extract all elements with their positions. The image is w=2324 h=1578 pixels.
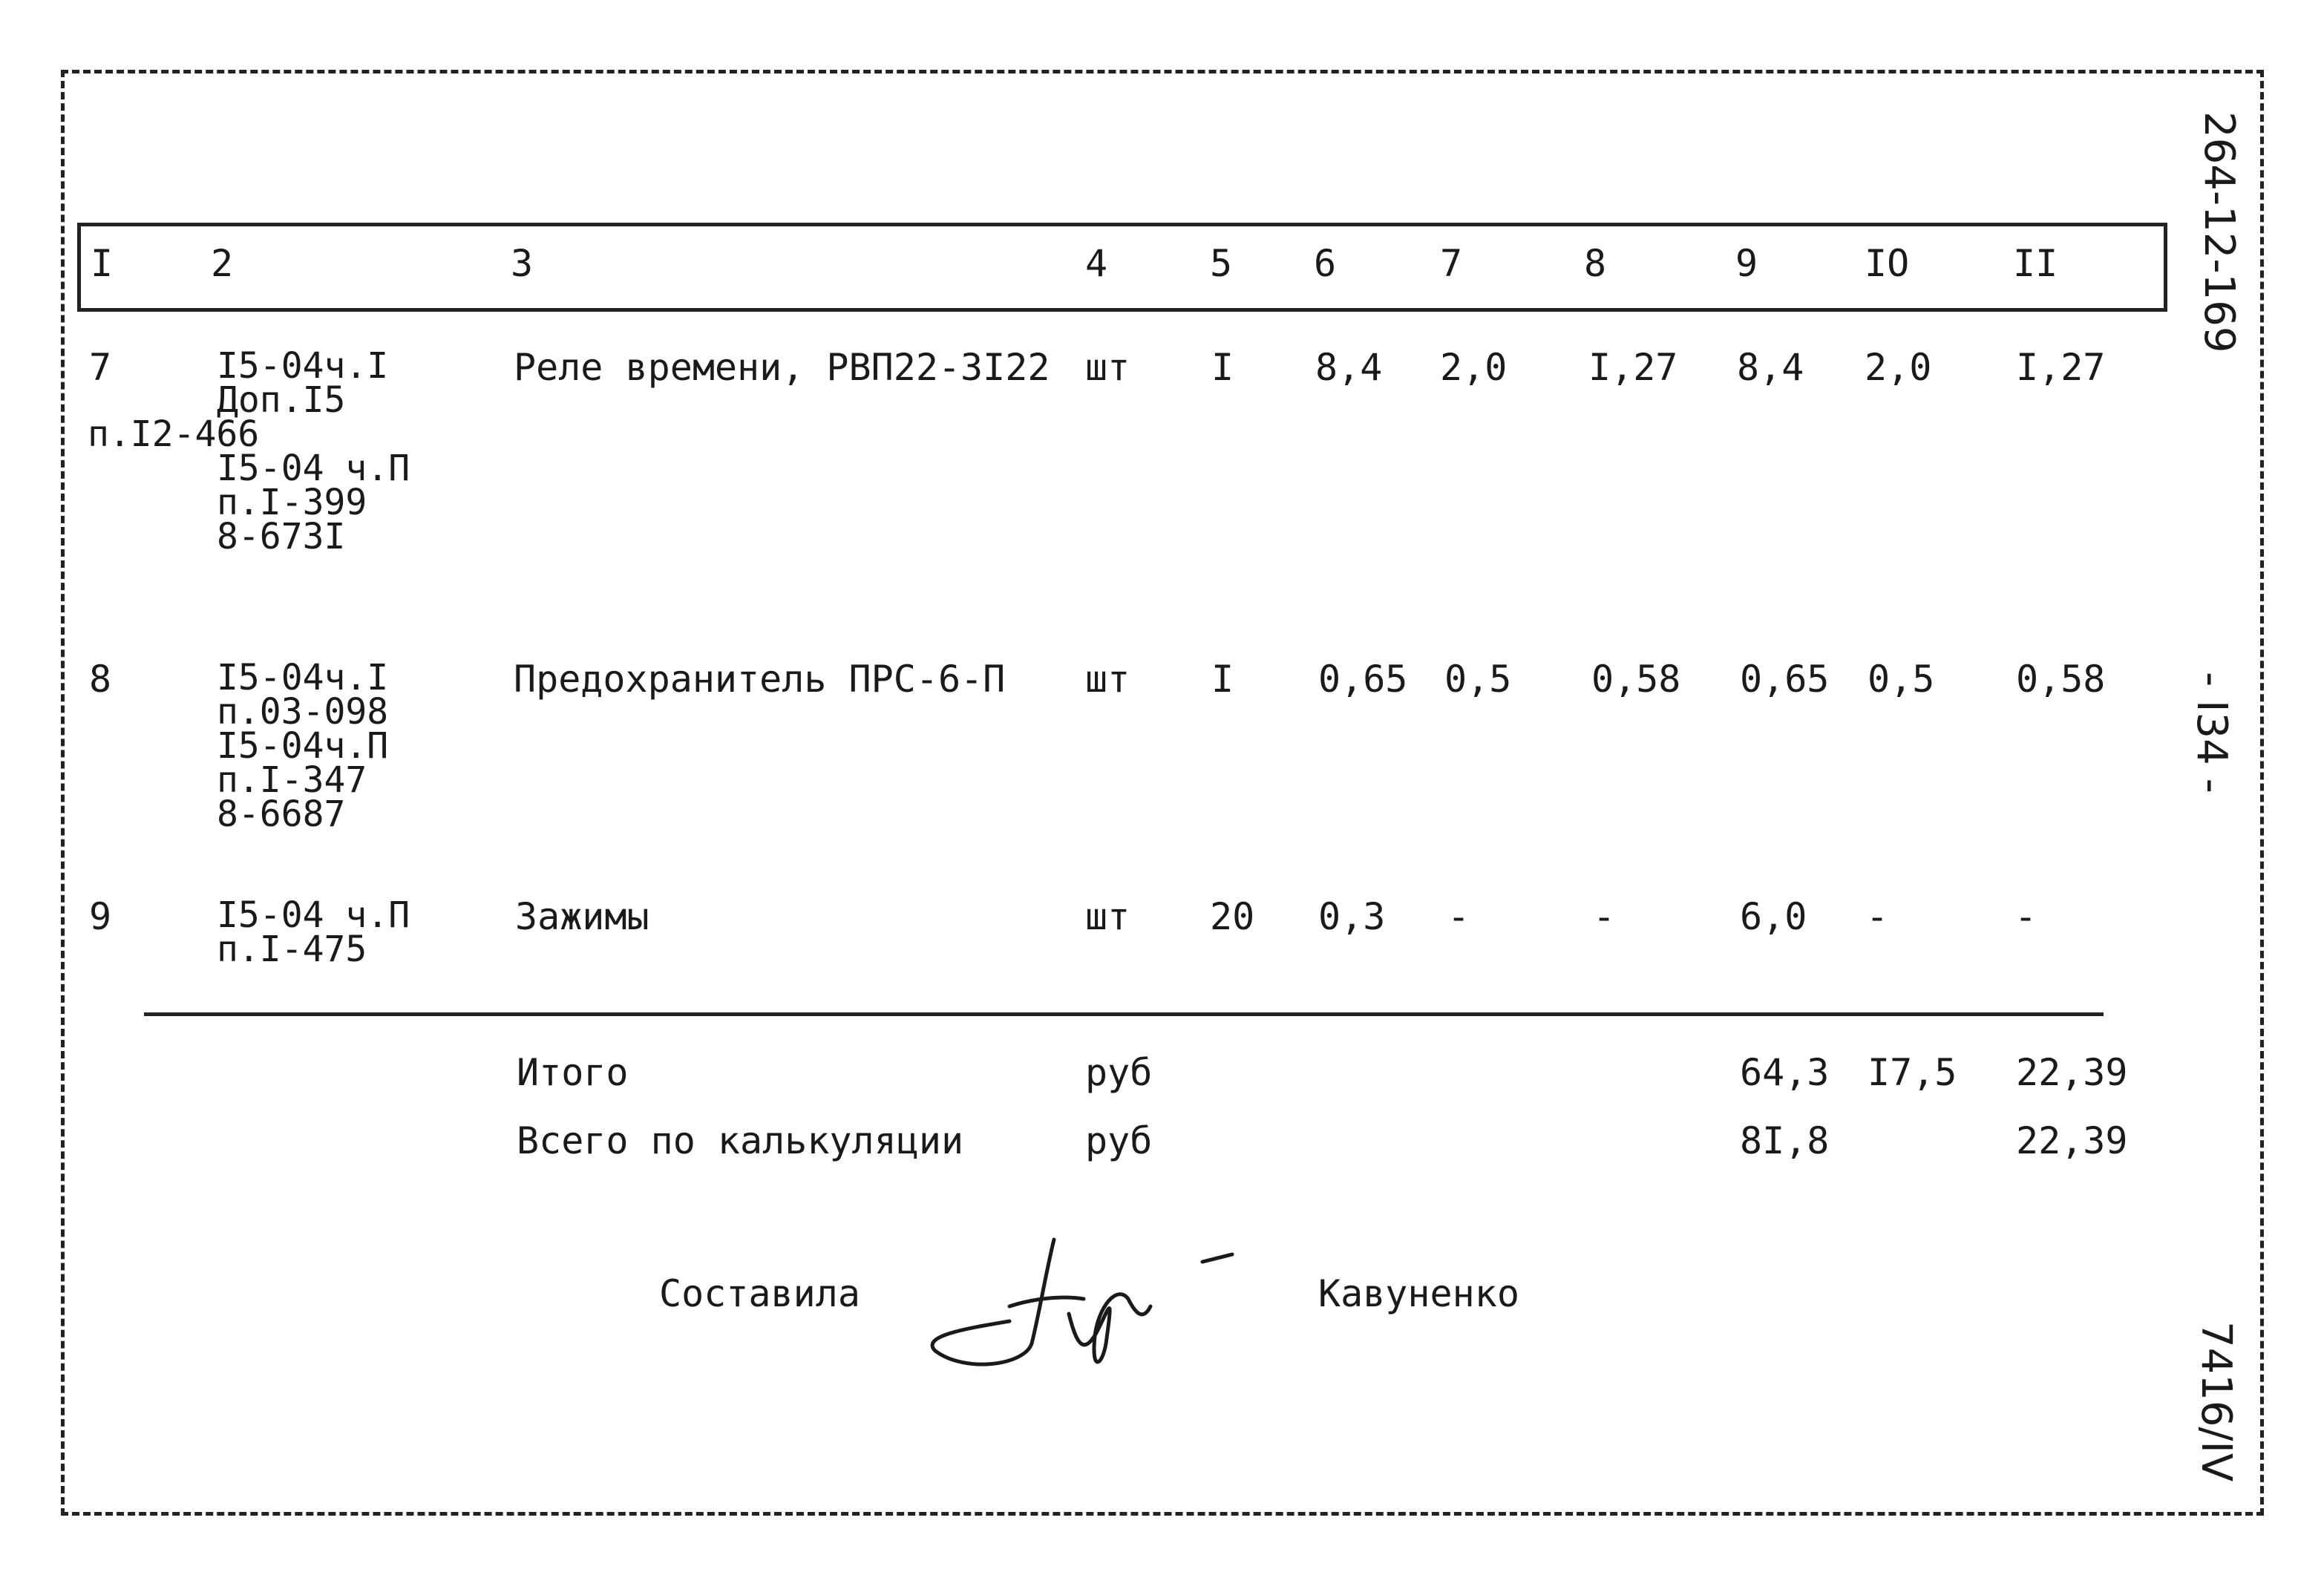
row-7-ref-6: 8-673I [217, 516, 346, 557]
table-header [77, 223, 2167, 312]
row-8-col9: 0,65 [1740, 658, 1830, 701]
totals-separator [144, 1012, 2104, 1016]
total-col10: I7,5 [1868, 1051, 1957, 1094]
header-col-8: 8 [1584, 242, 1607, 285]
header-col-4: 4 [1085, 242, 1108, 285]
row-7-ref-3: п.I2-466 [88, 413, 260, 455]
row-8-qty: I [1211, 658, 1234, 701]
margin-code-top: 264-12-169 [2195, 111, 2243, 353]
header-col-3: 3 [511, 242, 534, 285]
margin-page-number: - I34 - [2187, 672, 2236, 793]
row-7-col6: 8,4 [1315, 346, 1383, 389]
row-7-col11: I,27 [2016, 346, 2106, 389]
header-col-1: I [91, 242, 114, 285]
row-8-col7: 0,5 [1444, 658, 1512, 701]
total-col11: 22,39 [2016, 1051, 2128, 1094]
row-7-qty: I [1211, 346, 1234, 389]
row-8-col8: 0,58 [1591, 658, 1681, 701]
row-7-name: Реле времени, РВП22-3I22 [514, 346, 1050, 389]
row-7-ref-5: п.I-399 [217, 482, 367, 523]
total-label: Итого [517, 1051, 629, 1094]
row-7-col8: I,27 [1588, 346, 1678, 389]
row-7-col10: 2,0 [1865, 346, 1932, 389]
row-7-col7: 2,0 [1440, 346, 1508, 389]
row-9-number: 9 [89, 895, 112, 938]
row-9-col10: - [1866, 895, 1889, 938]
handwritten-signature [920, 1225, 1262, 1388]
header-col-9: 9 [1735, 242, 1758, 285]
grand-total-col9: 8I,8 [1740, 1119, 1830, 1162]
row-8-ref-1: I5-04ч.I [217, 657, 389, 698]
row-7-col9: 8,4 [1737, 346, 1804, 389]
grand-total-label: Всего по калькуляции [517, 1119, 964, 1162]
row-8-col6: 0,65 [1318, 658, 1408, 701]
signature-name: Кавуненко [1318, 1272, 1519, 1315]
row-8-number: 8 [89, 658, 112, 701]
row-9-col8: - [1593, 895, 1616, 938]
row-9-col7: - [1447, 895, 1470, 938]
header-col-11: II [2013, 242, 2058, 285]
row-9-ref-2: п.I-475 [217, 929, 367, 970]
row-9-unit: шт [1085, 895, 1130, 938]
total-unit: руб [1085, 1051, 1153, 1094]
row-8-unit: шт [1085, 658, 1130, 701]
total-col9: 64,3 [1740, 1051, 1830, 1094]
row-7-ref-2: Доп.I5 [217, 379, 346, 421]
header-col-2: 2 [211, 242, 234, 285]
row-9-col9: 6,0 [1740, 895, 1807, 938]
signature-label: Составила [659, 1272, 860, 1315]
grand-total-col11: 22,39 [2016, 1119, 2128, 1162]
row-8-ref-5: 8-6687 [217, 793, 346, 835]
row-8-ref-4: п.I-347 [217, 759, 367, 801]
row-8-ref-2: п.03-098 [217, 691, 389, 733]
margin-code-bottom: 7416/IV [2192, 1321, 2240, 1482]
row-9-col6: 0,3 [1318, 895, 1386, 938]
row-9-name: Зажимы [515, 895, 649, 938]
header-col-5: 5 [1210, 242, 1233, 285]
row-8-col11: 0,58 [2016, 658, 2106, 701]
row-7-number: 7 [89, 346, 112, 389]
row-7-unit: шт [1085, 346, 1130, 389]
row-9-col11: - [2014, 895, 2037, 938]
row-9-ref-1: I5-04 ч.П [217, 894, 410, 936]
row-8-col10: 0,5 [1868, 658, 1935, 701]
row-9-qty: 20 [1210, 895, 1255, 938]
row-7-ref-4: I5-04 ч.П [217, 448, 410, 489]
row-8-name: Предохранитель ПРС-6-П [514, 658, 1006, 701]
row-8-ref-3: I5-04ч.П [217, 725, 389, 767]
header-col-7: 7 [1440, 242, 1463, 285]
header-col-10: IO [1865, 242, 1910, 285]
row-7-ref-1: I5-04ч.I [217, 345, 389, 387]
header-col-6: 6 [1314, 242, 1337, 285]
grand-total-unit: руб [1085, 1119, 1153, 1162]
